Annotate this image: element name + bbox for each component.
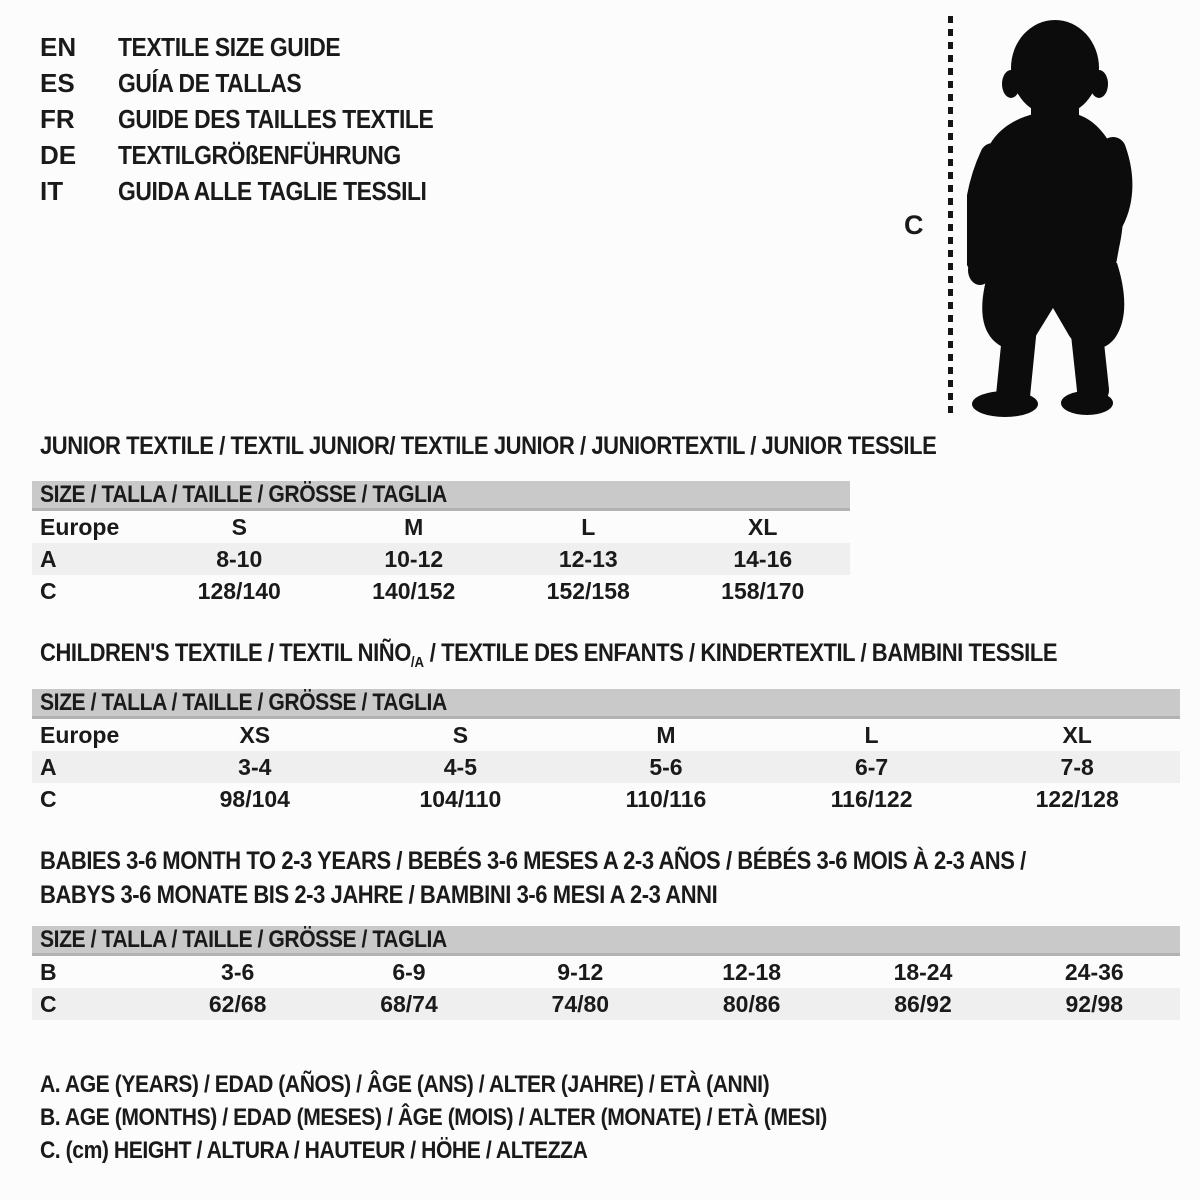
measurement-legend — [40, 1071, 934, 1170]
table-cell: 6-7 — [854, 753, 889, 780]
table-cell: 140/152 — [372, 577, 456, 604]
row-label: Europe — [40, 513, 120, 540]
row-label: B — [40, 958, 57, 985]
row-label: C — [40, 785, 57, 812]
row-label: C — [40, 990, 57, 1017]
table-cell: 92/98 — [1065, 990, 1124, 1017]
table-header-label: SIZE / TALLA / TAILLE / GRÖSSE / TAGLIA — [40, 480, 447, 508]
table-cell: 62/68 — [208, 990, 267, 1017]
lang-row-es — [40, 65, 476, 101]
table-cell: 74/80 — [551, 990, 610, 1017]
table-cell: 8-10 — [216, 545, 263, 572]
table-row — [32, 543, 850, 575]
table-cell: 7-8 — [1060, 753, 1094, 780]
lang-title: TEXTILE SIZE GUIDE — [118, 31, 341, 62]
table-header-label: SIZE / TALLA / TAILLE / GRÖSSE / TAGLIA — [40, 688, 447, 716]
table-cell: 158/170 — [721, 577, 805, 604]
table-cell: 86/92 — [894, 990, 952, 1017]
lang-row-it — [40, 173, 476, 209]
table-cell: 14-16 — [733, 545, 793, 572]
table-cell: 10-12 — [384, 545, 444, 572]
lang-code: EN — [40, 31, 77, 62]
table-cell: 104/110 — [419, 785, 502, 812]
row-label: C — [40, 577, 57, 604]
table-cell: 18-24 — [893, 958, 953, 985]
table-cell: 116/122 — [830, 785, 913, 812]
babies-size-table — [32, 926, 1180, 1020]
lang-row-de — [40, 137, 476, 173]
table-cell: 98/104 — [219, 785, 290, 812]
table-cell: 80/86 — [722, 990, 781, 1017]
table-cell: M — [404, 513, 424, 540]
babies-section-title-line2: BABYS 3-6 MONATE BIS 2-3 JAHRE / BAMBINI 3-6 MESI A 2-3 ANNI — [40, 881, 718, 909]
table-cell: XL — [748, 513, 778, 540]
lang-code: ES — [40, 67, 75, 98]
junior-section-title: JUNIOR TEXTILE / TEXTIL JUNIOR/ TEXTILE JUNIOR / JUNIORTEXTIL / JUNIOR TESSILE — [40, 432, 937, 460]
lang-title: TEXTILGRÖßENFÜHRUNG — [118, 139, 401, 170]
height-measure-dashed-line — [948, 16, 953, 416]
language-title-list — [40, 29, 476, 209]
height-measure-label: C — [904, 210, 924, 240]
children-size-table — [32, 689, 1180, 815]
table-cell: 3-4 — [238, 753, 272, 780]
row-label: A — [40, 753, 57, 780]
junior-size-table — [32, 481, 850, 607]
table-header-row — [32, 689, 1180, 719]
lang-code: IT — [40, 175, 64, 206]
table-cell: L — [581, 513, 596, 540]
table-cell: XL — [1062, 721, 1092, 748]
table-row — [32, 575, 850, 607]
row-label: Europe — [40, 721, 120, 748]
legend-line-b: B. AGE (MONTHS) / EDAD (MESES) / ÂGE (MOIS) / ALTER (MONATE) / ETÀ (MESI) — [40, 1104, 827, 1131]
table-header-row — [32, 926, 1180, 956]
lang-code: DE — [40, 139, 77, 170]
table-row — [32, 511, 850, 543]
row-label: A — [40, 545, 57, 572]
lang-title: GUIDE DES TAILLES TEXTILE — [118, 103, 434, 134]
lang-code: FR — [40, 103, 75, 134]
table-cell: 122/128 — [1035, 785, 1119, 812]
table-cell: 5-6 — [649, 753, 683, 780]
table-cell: XS — [239, 721, 271, 748]
table-cell: 110/116 — [625, 785, 707, 812]
table-row — [32, 956, 1180, 988]
table-cell: S — [231, 513, 247, 540]
table-cell: S — [452, 721, 469, 748]
table-cell: 6-9 — [392, 958, 426, 985]
table-cell: 152/158 — [546, 577, 630, 604]
legend-line-a: A. AGE (YEARS) / EDAD (AÑOS) / ÂGE (ANS) / ALTER (JAHRE) / ETÀ (ANNI) — [40, 1071, 770, 1098]
table-cell: 3-6 — [221, 958, 255, 985]
lang-title: GUÍA DE TALLAS — [118, 67, 302, 98]
table-header-row — [32, 481, 850, 511]
table-cell: 12-13 — [558, 545, 618, 572]
table-cell: 4-5 — [443, 753, 478, 780]
children-section-title: CHILDREN'S TEXTILE / TEXTIL $NIÑO_{/A}$ / TEXTILE DES ENFANTS / KINDERTEXTIL / BAMBINI TESSILE — [40, 639, 1058, 671]
legend-line-c: C. (cm) HEIGHT / ALTURA / HAUTEUR / HÖHE / ALTEZZA — [40, 1137, 588, 1164]
nino-a-subscript: /A — [410, 654, 425, 671]
table-cell: 9-12 — [557, 958, 604, 985]
baby-silhouette-icon — [967, 18, 1137, 418]
table-cell: 24-36 — [1064, 958, 1124, 985]
babies-section-title-line1: BABIES 3-6 MONTH TO 2-3 YEARS / BEBÉS 3-6 MESES A 2-3 AÑOS / BÉBÉS 3-6 MOIS À 2-3 ANS / — [40, 847, 1026, 875]
table-cell: 128/140 — [197, 577, 281, 604]
table-row — [32, 719, 1180, 751]
table-header-label: SIZE / TALLA / TAILLE / GRÖSSE / TAGLIA — [40, 925, 447, 953]
lang-title: GUIDA ALLE TAGLIE TESSILI — [118, 175, 427, 206]
table-cell: 68/74 — [380, 990, 438, 1017]
lang-row-en — [40, 29, 476, 65]
table-row — [32, 783, 1180, 815]
table-cell: L — [864, 721, 879, 748]
lang-row-fr — [40, 101, 476, 137]
table-cell: M — [656, 721, 676, 748]
table-row — [32, 988, 1180, 1020]
table-cell: 12-18 — [722, 958, 782, 985]
table-row — [32, 751, 1180, 783]
